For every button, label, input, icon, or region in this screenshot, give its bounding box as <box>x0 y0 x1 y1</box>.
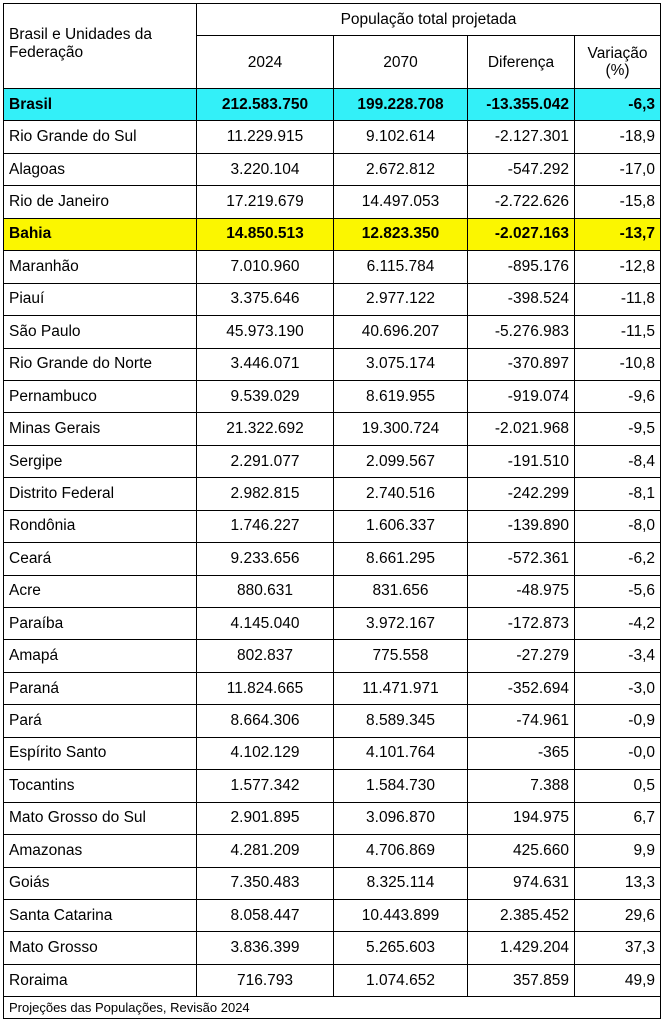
population-2070-cell: 1.584.730 <box>334 770 468 802</box>
state-name-cell: Roraima <box>4 964 197 996</box>
state-name-cell: Pernambuco <box>4 380 197 412</box>
state-name-cell: Ceará <box>4 543 197 575</box>
variation-cell: 13,3 <box>575 867 661 899</box>
variation-cell: -3,4 <box>575 640 661 672</box>
table-row <box>4 964 661 996</box>
state-name-cell: Paraíba <box>4 608 197 640</box>
difference-cell: -5.276.983 <box>468 316 575 348</box>
difference-cell: -172.873 <box>468 608 575 640</box>
difference-cell: -370.897 <box>468 348 575 380</box>
variation-cell: -5,6 <box>575 575 661 607</box>
header-difference: Diferença <box>468 36 575 89</box>
table-row <box>4 445 661 477</box>
header-variation <box>575 36 661 89</box>
state-name-cell: Goiás <box>4 867 197 899</box>
state-name-cell: Bahia <box>4 218 197 250</box>
population-2070-cell: 2.099.567 <box>334 445 468 477</box>
table-row <box>4 153 661 185</box>
population-2070-cell: 19.300.724 <box>334 413 468 445</box>
header-state-label: Brasil e Unidades da Federação <box>9 26 153 61</box>
difference-cell: 357.859 <box>468 964 575 996</box>
table-row <box>4 413 661 445</box>
state-name-cell: Distrito Federal <box>4 478 197 510</box>
population-2070-cell: 9.102.614 <box>334 121 468 153</box>
table-row <box>4 316 661 348</box>
state-name-cell: Amazonas <box>4 835 197 867</box>
header-variation-label: Variação (%) <box>587 45 648 79</box>
difference-cell: 7.388 <box>468 770 575 802</box>
difference-cell: -139.890 <box>468 510 575 542</box>
state-name-cell: Minas Gerais <box>4 413 197 445</box>
variation-cell: -17,0 <box>575 153 661 185</box>
population-2024-cell: 2.982.815 <box>197 478 334 510</box>
table-row <box>4 640 661 672</box>
population-2024-cell: 14.850.513 <box>197 218 334 250</box>
difference-cell: 974.631 <box>468 867 575 899</box>
variation-cell: 49,9 <box>575 964 661 996</box>
table-row <box>4 510 661 542</box>
population-2024-cell: 4.145.040 <box>197 608 334 640</box>
population-2024-cell: 3.220.104 <box>197 153 334 185</box>
difference-cell: -365 <box>468 737 575 769</box>
population-2024-cell: 11.824.665 <box>197 672 334 704</box>
population-2024-cell: 3.836.399 <box>197 932 334 964</box>
population-2070-cell: 3.075.174 <box>334 348 468 380</box>
population-table <box>3 3 661 1019</box>
variation-cell: -10,8 <box>575 348 661 380</box>
difference-cell: -242.299 <box>468 478 575 510</box>
table-row <box>4 770 661 802</box>
population-2024-cell: 11.229.915 <box>197 121 334 153</box>
population-2070-cell: 8.325.114 <box>334 867 468 899</box>
table-row <box>4 89 661 121</box>
state-name-cell: Rondônia <box>4 510 197 542</box>
population-2024-cell: 2.901.895 <box>197 802 334 834</box>
difference-cell: -27.279 <box>468 640 575 672</box>
population-2024-cell: 45.973.190 <box>197 316 334 348</box>
variation-cell: -8,1 <box>575 478 661 510</box>
population-2024-cell: 716.793 <box>197 964 334 996</box>
state-name-cell: Mato Grosso <box>4 932 197 964</box>
variation-cell: 9,9 <box>575 835 661 867</box>
table-row <box>4 672 661 704</box>
population-2070-cell: 4.101.764 <box>334 737 468 769</box>
population-2024-cell: 7.010.960 <box>197 251 334 283</box>
population-2070-cell: 11.471.971 <box>334 672 468 704</box>
variation-cell: 37,3 <box>575 932 661 964</box>
population-2070-cell: 831.656 <box>334 575 468 607</box>
difference-cell: 194.975 <box>468 802 575 834</box>
population-2024-cell: 9.233.656 <box>197 543 334 575</box>
population-2024-cell: 8.058.447 <box>197 899 334 931</box>
population-2070-cell: 775.558 <box>334 640 468 672</box>
population-2024-cell: 1.577.342 <box>197 770 334 802</box>
state-name-cell: Acre <box>4 575 197 607</box>
table-row <box>4 283 661 315</box>
difference-cell: -2.027.163 <box>468 218 575 250</box>
population-2024-cell: 3.375.646 <box>197 283 334 315</box>
population-2070-cell: 2.672.812 <box>334 153 468 185</box>
difference-cell: -191.510 <box>468 445 575 477</box>
variation-cell: -4,2 <box>575 608 661 640</box>
difference-cell: -48.975 <box>468 575 575 607</box>
difference-cell: 1.429.204 <box>468 932 575 964</box>
population-2024-cell: 4.281.209 <box>197 835 334 867</box>
population-2070-cell: 8.589.345 <box>334 705 468 737</box>
variation-cell: 0,5 <box>575 770 661 802</box>
variation-cell: -13,7 <box>575 218 661 250</box>
source-note: Projeções das Populações, Revisão 2024 <box>4 997 661 1019</box>
population-table-container <box>3 3 661 1019</box>
table-row <box>4 218 661 250</box>
variation-cell: -0,9 <box>575 705 661 737</box>
difference-cell: -2.021.968 <box>468 413 575 445</box>
variation-cell: 6,7 <box>575 802 661 834</box>
variation-cell: -8,4 <box>575 445 661 477</box>
population-2070-cell: 12.823.350 <box>334 218 468 250</box>
population-2024-cell: 4.102.129 <box>197 737 334 769</box>
table-row <box>4 575 661 607</box>
table-row <box>4 380 661 412</box>
variation-cell: -8,0 <box>575 510 661 542</box>
population-2070-cell: 5.265.603 <box>334 932 468 964</box>
difference-cell: -13.355.042 <box>468 89 575 121</box>
variation-cell: -11,8 <box>575 283 661 315</box>
state-name-cell: Maranhão <box>4 251 197 283</box>
table-row <box>4 899 661 931</box>
population-2070-cell: 2.740.516 <box>334 478 468 510</box>
table-row <box>4 867 661 899</box>
table-header <box>4 4 661 89</box>
header-group-population: População total projetada <box>197 4 661 36</box>
table-row <box>4 608 661 640</box>
population-2024-cell: 8.664.306 <box>197 705 334 737</box>
difference-cell: 425.660 <box>468 835 575 867</box>
variation-cell: -18,9 <box>575 121 661 153</box>
population-2024-cell: 21.322.692 <box>197 413 334 445</box>
variation-cell: -11,5 <box>575 316 661 348</box>
difference-cell: -74.961 <box>468 705 575 737</box>
population-2070-cell: 4.706.869 <box>334 835 468 867</box>
variation-cell: -12,8 <box>575 251 661 283</box>
state-name-cell: Rio Grande do Sul <box>4 121 197 153</box>
variation-cell: 29,6 <box>575 899 661 931</box>
table-row <box>4 186 661 218</box>
state-name-cell: Pará <box>4 705 197 737</box>
header-2070: 2070 <box>334 36 468 89</box>
state-name-cell: São Paulo <box>4 316 197 348</box>
population-2024-cell: 2.291.077 <box>197 445 334 477</box>
population-2070-cell: 40.696.207 <box>334 316 468 348</box>
variation-cell: -0,0 <box>575 737 661 769</box>
state-name-cell: Sergipe <box>4 445 197 477</box>
variation-cell: -6,3 <box>575 89 661 121</box>
difference-cell: -398.524 <box>468 283 575 315</box>
state-name-cell: Amapá <box>4 640 197 672</box>
table-row <box>4 478 661 510</box>
population-2024-cell: 17.219.679 <box>197 186 334 218</box>
difference-cell: -352.694 <box>468 672 575 704</box>
difference-cell: -2.722.626 <box>468 186 575 218</box>
population-2070-cell: 14.497.053 <box>334 186 468 218</box>
variation-cell: -9,5 <box>575 413 661 445</box>
state-name-cell: Tocantins <box>4 770 197 802</box>
population-2024-cell: 7.350.483 <box>197 867 334 899</box>
table-row <box>4 348 661 380</box>
population-2070-cell: 1.606.337 <box>334 510 468 542</box>
table-body <box>4 89 661 997</box>
population-2070-cell: 3.096.870 <box>334 802 468 834</box>
table-row <box>4 932 661 964</box>
state-name-cell: Espírito Santo <box>4 737 197 769</box>
population-2070-cell: 8.661.295 <box>334 543 468 575</box>
population-2024-cell: 212.583.750 <box>197 89 334 121</box>
state-name-cell: Santa Catarina <box>4 899 197 931</box>
variation-cell: -15,8 <box>575 186 661 218</box>
difference-cell: 2.385.452 <box>468 899 575 931</box>
difference-cell: -2.127.301 <box>468 121 575 153</box>
population-2070-cell: 10.443.899 <box>334 899 468 931</box>
state-name-cell: Piauí <box>4 283 197 315</box>
difference-cell: -895.176 <box>468 251 575 283</box>
difference-cell: -919.074 <box>468 380 575 412</box>
population-2070-cell: 3.972.167 <box>334 608 468 640</box>
state-name-cell: Mato Grosso do Sul <box>4 802 197 834</box>
population-2024-cell: 802.837 <box>197 640 334 672</box>
difference-cell: -547.292 <box>468 153 575 185</box>
state-name-cell: Paraná <box>4 672 197 704</box>
population-2024-cell: 9.539.029 <box>197 380 334 412</box>
difference-cell: -572.361 <box>468 543 575 575</box>
table-row <box>4 251 661 283</box>
variation-cell: -9,6 <box>575 380 661 412</box>
header-2024: 2024 <box>197 36 334 89</box>
table-row <box>4 543 661 575</box>
variation-cell: -3,0 <box>575 672 661 704</box>
variation-cell: -6,2 <box>575 543 661 575</box>
table-row <box>4 121 661 153</box>
state-name-cell: Brasil <box>4 89 197 121</box>
population-2070-cell: 199.228.708 <box>334 89 468 121</box>
table-row <box>4 835 661 867</box>
table-row <box>4 802 661 834</box>
population-2070-cell: 8.619.955 <box>334 380 468 412</box>
population-2024-cell: 880.631 <box>197 575 334 607</box>
state-name-cell: Rio Grande do Norte <box>4 348 197 380</box>
table-row <box>4 705 661 737</box>
state-name-cell: Alagoas <box>4 153 197 185</box>
population-2070-cell: 2.977.122 <box>334 283 468 315</box>
population-2024-cell: 1.746.227 <box>197 510 334 542</box>
table-row <box>4 737 661 769</box>
header-state <box>4 4 197 89</box>
population-2024-cell: 3.446.071 <box>197 348 334 380</box>
population-2070-cell: 1.074.652 <box>334 964 468 996</box>
state-name-cell: Rio de Janeiro <box>4 186 197 218</box>
population-2070-cell: 6.115.784 <box>334 251 468 283</box>
